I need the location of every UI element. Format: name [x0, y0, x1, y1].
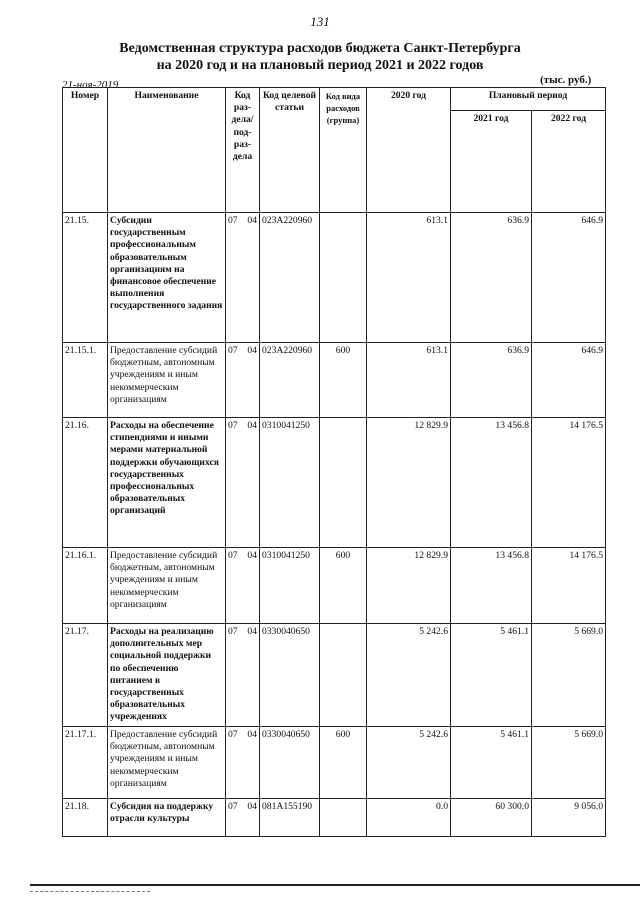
row-value-2021: 13 456.8: [451, 548, 532, 624]
title-line-1: Ведомственная структура расходов бюджета Санкт-Петербурга: [119, 41, 521, 56]
table-row: [63, 418, 606, 548]
title-line-2: на 2020 год и на плановый период 2021 и 2022 годов: [156, 58, 484, 73]
row-number: 21.17.1.: [63, 727, 108, 799]
table-row: [63, 343, 606, 418]
row-value-2020: 12 829.9: [367, 418, 451, 548]
row-number: 21.16.: [63, 418, 108, 548]
row-number: 21.16.1.: [63, 548, 108, 624]
row-section-code: [226, 213, 260, 343]
row-value-2020: 613.1: [367, 343, 451, 418]
table-body: [63, 213, 606, 837]
row-name: Предоставление субсидий бюджетным, автономным учреждениям и иным некоммерческим организациям: [108, 727, 226, 799]
header-number: Номер: [63, 88, 108, 213]
row-target-code: 0330040650: [260, 624, 320, 727]
header-section: Код раз- дела/ под- раз- дела: [226, 88, 260, 213]
row-expense-type: 600: [320, 727, 367, 799]
row-section: 07: [228, 420, 238, 431]
row-value-2022: 5 669.0: [532, 624, 606, 727]
row-section-code: [226, 343, 260, 418]
header-2020: 2020 год: [367, 88, 451, 213]
bottom-dash-rule: [30, 891, 150, 892]
row-section: 07: [228, 215, 238, 226]
row-section-code: [226, 418, 260, 548]
row-value-2022: 14 176.5: [532, 418, 606, 548]
row-target-code: 0310041250: [260, 548, 320, 624]
row-number: 21.15.: [63, 213, 108, 343]
row-number: 21.15.1.: [63, 343, 108, 418]
header-2021: 2021 год: [451, 110, 532, 212]
row-value-2021: 13 456.8: [451, 418, 532, 548]
page-number: 131: [310, 14, 330, 29]
row-section-code: [226, 548, 260, 624]
row-section: 07: [228, 345, 238, 356]
row-value-2022: 646.9: [532, 213, 606, 343]
row-name: Предоставление субсидий бюджетным, автономным учреждениям и иным некоммерческим организациям: [108, 548, 226, 624]
row-section: 07: [228, 729, 238, 740]
units-label: (тыс. руб.): [540, 74, 592, 86]
row-name: Расходы на реализацию дополнительных мер социальной поддержки по обеспечению питанием в государственных образовательных учреждениях: [108, 624, 226, 727]
row-value-2021: 5 461.1: [451, 727, 532, 799]
table-row: [63, 213, 606, 343]
row-expense-type: 600: [320, 548, 367, 624]
row-section-code: [226, 624, 260, 727]
row-target-code: 023A220960: [260, 213, 320, 343]
row-value-2022: 646.9: [532, 343, 606, 418]
row-name: Субсидии государственным профессиональным образовательным организациям на финансовое обеспечение выполнения государственного задания: [108, 213, 226, 343]
row-section: 07: [228, 626, 238, 637]
row-subsection: 04: [247, 801, 257, 812]
row-value-2021: 5 461.1: [451, 624, 532, 727]
row-value-2020: 5 242.6: [367, 624, 451, 727]
row-value-2022: 9 056.0: [532, 799, 606, 837]
row-subsection: 04: [247, 345, 257, 356]
row-subsection: 04: [247, 550, 257, 561]
row-subsection: 04: [247, 626, 257, 637]
row-number: 21.17.: [63, 624, 108, 727]
row-section: 07: [228, 801, 238, 812]
header-2022: 2022 год: [532, 110, 606, 212]
row-value-2020: 5 242.6: [367, 727, 451, 799]
row-value-2020: 613.1: [367, 213, 451, 343]
row-expense-type: [320, 624, 367, 727]
row-number: 21.18.: [63, 799, 108, 837]
bottom-rule: [30, 884, 640, 886]
row-target-code: 0310041250: [260, 418, 320, 548]
row-name: Предоставление субсидий бюджетным, автономным учреждениям и иным некоммерческим организациям: [108, 343, 226, 418]
header-expense-type: Код вида расходов (группа): [320, 88, 367, 213]
row-value-2022: 14 176.5: [532, 548, 606, 624]
row-expense-type: [320, 418, 367, 548]
row-name: Субсидия на поддержку отрасли культуры: [108, 799, 226, 837]
row-subsection: 04: [247, 729, 257, 740]
row-section: 07: [228, 550, 238, 561]
budget-table: [62, 87, 606, 837]
row-target-code: 023A220960: [260, 343, 320, 418]
row-expense-type: [320, 213, 367, 343]
row-value-2021: 636.9: [451, 343, 532, 418]
header-target: Код целевой статьи: [260, 88, 320, 213]
row-value-2021: 636.9: [451, 213, 532, 343]
row-value-2022: 5 669.0: [532, 727, 606, 799]
row-expense-type: 600: [320, 343, 367, 418]
document-title: [60, 40, 580, 74]
row-expense-type: [320, 799, 367, 837]
document-date: 21-ноя-2019: [62, 79, 119, 91]
row-name: Расходы на обеспечение стипендиями и иными мерами материальной поддержки обучающихся государственных профессиональных образовательных организаций: [108, 418, 226, 548]
table-row: [63, 727, 606, 799]
row-value-2020: 12 829.9: [367, 548, 451, 624]
row-section-code: [226, 727, 260, 799]
row-subsection: 04: [247, 215, 257, 226]
row-value-2020: 0.0: [367, 799, 451, 837]
table-row: [63, 624, 606, 727]
row-section-code: [226, 799, 260, 837]
table-row: [63, 799, 606, 837]
row-target-code: 081A155190: [260, 799, 320, 837]
row-target-code: 0330040650: [260, 727, 320, 799]
row-value-2021: 60 300.0: [451, 799, 532, 837]
header-plan-period: Плановый период: [451, 88, 606, 111]
table-row: [63, 548, 606, 624]
row-subsection: 04: [247, 420, 257, 431]
header-name: Наименование: [108, 88, 226, 213]
